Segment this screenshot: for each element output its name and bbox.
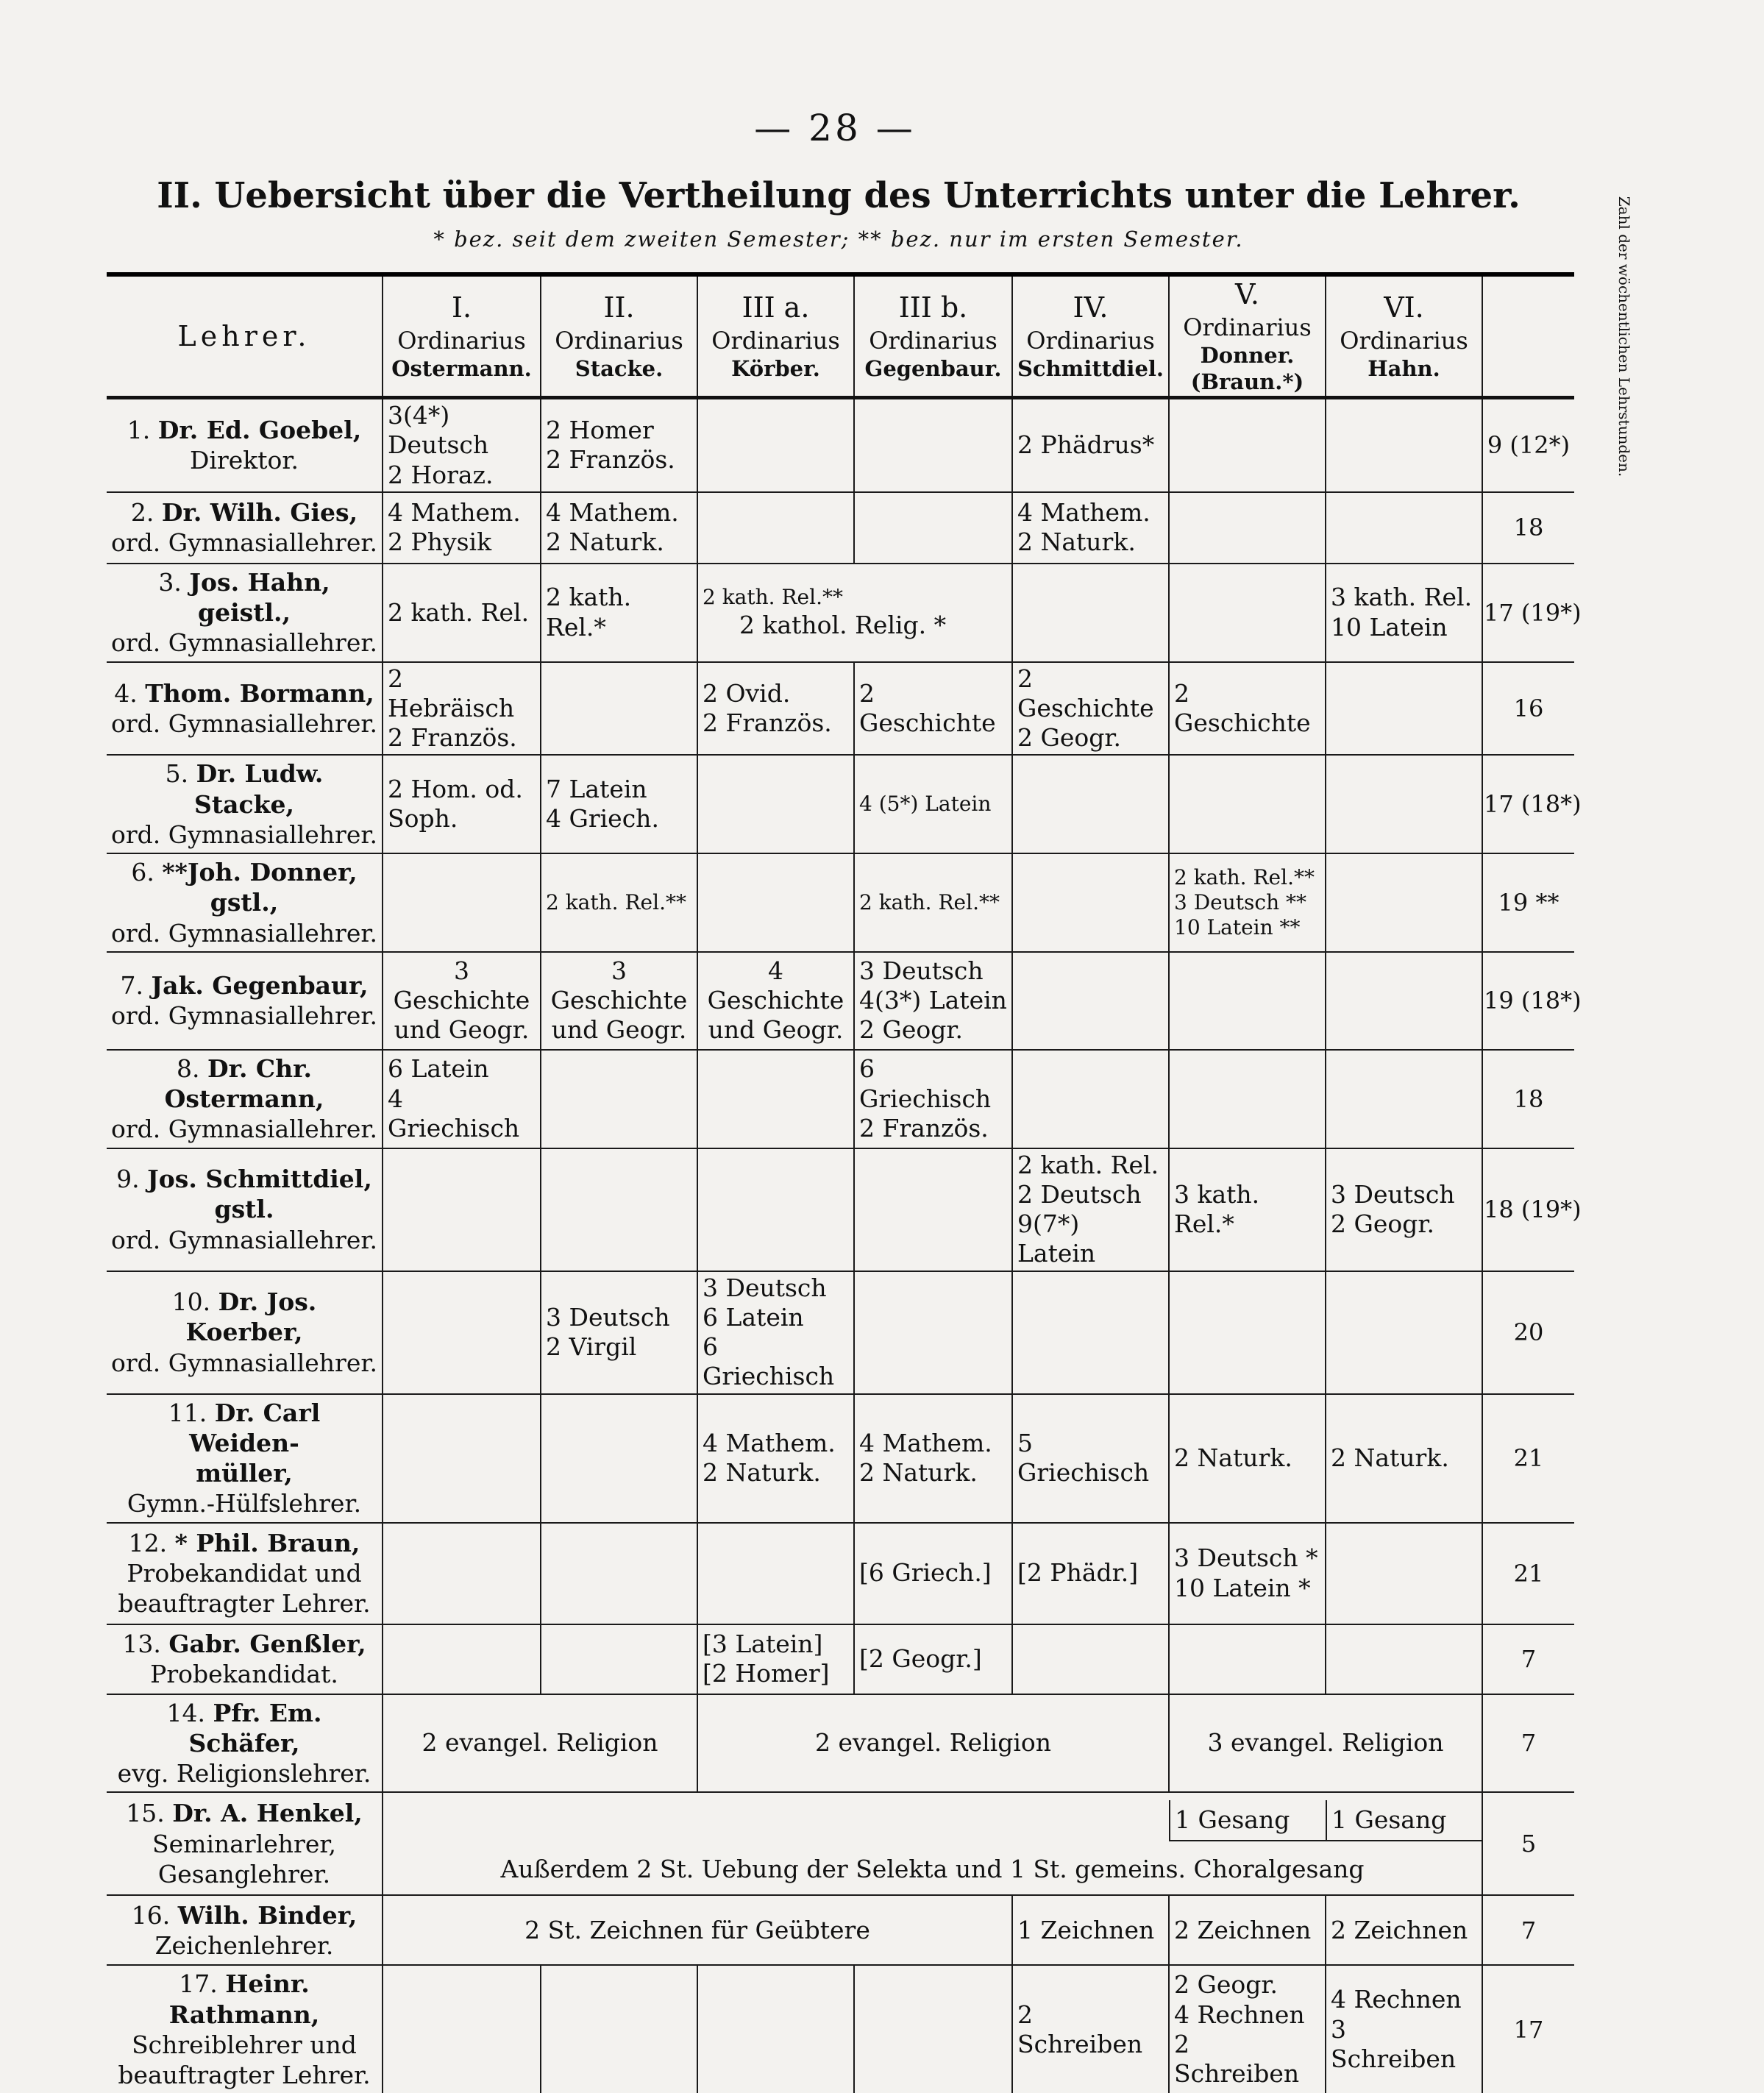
teacher-cell: 1. Dr. Ed. Goebel, Direktor. [107,398,383,492]
cell-sum: 18 [1482,492,1574,564]
cell-class-4: 2 Phädrus* [1012,398,1169,492]
cell-class-1 [383,1965,541,2093]
teacher-cell: 6. **Joh. Donner, gstl., ord. Gymnasiallehrer. [107,853,383,952]
cell-sum: 7 [1482,1694,1574,1793]
header-class-3b: III b. Ordinarius Gegenbaur. [854,274,1012,398]
table-row [107,398,1574,492]
header-sum: Zahl der wöchentlichen Lehrstunden. [1482,274,1574,398]
cell-class-5: 3 Deutsch * 10 Latein * [1169,1523,1326,1624]
header-class-5: V. Ordinarius Donner. (Braun.*) [1169,274,1326,398]
header-class-1: I. Ordinarius Ostermann. [383,274,541,398]
cell-class-6: 2 Zeichnen [1326,1895,1482,1965]
cell-class-1-3b: 2 St. Zeichnen für Geübtere [383,1895,1012,1965]
cell-class-6 [1326,1271,1482,1394]
cell-class-6 [1326,952,1482,1050]
cell-empty [383,1800,1170,1841]
teacher-cell: 7. Jak. Gegenbaur, ord. Gymnasiallehrer. [107,952,383,1050]
cell-class-3a [697,1523,854,1624]
cell-class-3b: 2 Geschichte [854,662,1012,756]
cell-class-3b [854,1271,1012,1394]
teacher-cell: 3. Jos. Hahn, geistl., ord. Gymnasiallehrer. [107,564,383,662]
cell-class-5 [1169,1271,1326,1394]
cell-class-5: 1 Gesang [1170,1800,1326,1841]
cell-class-4: 5 Griechisch [1012,1394,1169,1523]
cell-class-2: 3 Geschichte und Geogr. [541,952,697,1050]
cell-class-3a [697,398,854,492]
cell-class-1 [383,1624,541,1694]
cell-class-5 [1169,492,1326,564]
cell-class-5: 2 Geogr. 4 Rechnen 2 Schreiben [1169,1965,1326,2093]
header-class-4: IV. Ordinarius Schmittdiel. [1012,274,1169,398]
cell-class-4: 2 kath. Rel. 2 Deutsch 9(7*) Latein [1012,1148,1169,1271]
cell-sum: 5 [1482,1792,1574,1895]
cell-class-3b: 6 Griechisch 2 Französ. [854,1050,1012,1148]
teacher-cell: 9. Jos. Schmittdiel, gstl. ord. Gymnasiallehrer. [107,1148,383,1271]
cell-class-4 [1012,853,1169,952]
cell-class-6 [1326,398,1482,492]
cell-class-3a [697,755,854,853]
cell-class-3ab: 2 kath. Rel.** 2 kathol. Relig. * [697,564,1012,662]
cell-sum: 21 [1482,1523,1574,1624]
teacher-cell: 15. Dr. A. Henkel, Seminarlehrer, Gesanglehrer. [107,1792,383,1895]
cell-class-6 [1326,492,1482,564]
cell-sum: 17 (19*) [1482,564,1574,662]
table-row [107,1895,1574,1965]
table-row [107,1271,1574,1394]
teacher-cell: 12. * Phil. Braun, Probekandidat und beauftragter Lehrer. [107,1523,383,1624]
cell-class-1: 4 Mathem. 2 Physik [383,492,541,564]
cell-class-6: 3 Deutsch 2 Geogr. [1326,1148,1482,1271]
cell-class-1 [383,1271,541,1394]
cell-sum: 21 [1482,1394,1574,1523]
table-row [107,1965,1574,2093]
cell-class-5: 2 kath. Rel.** 3 Deutsch ** 10 Latein ** [1169,853,1326,952]
cell-class-4 [1012,952,1169,1050]
cell-class-4: 2 Geschichte 2 Geogr. [1012,662,1169,756]
table-row [107,1394,1574,1523]
teacher-cell: 13. Gabr. Genßler, Probekandidat. [107,1624,383,1694]
cell-class-5 [1169,1624,1326,1694]
table-row [107,1050,1574,1148]
cell-sum: 7 [1482,1895,1574,1965]
table-row [107,1624,1574,1694]
cell-class-3b: [2 Geogr.] [854,1624,1012,1694]
table-row [107,952,1574,1050]
cell-class-5 [1169,1050,1326,1148]
cell-class-5-6: 3 evangel. Religion [1169,1694,1482,1793]
cell-class-3b: 2 kath. Rel.** [854,853,1012,952]
cell-class-2: 2 kath. Rel.** [541,853,697,952]
cell-class-6 [1326,1523,1482,1624]
cell-class-2: 3 Deutsch 2 Virgil [541,1271,697,1394]
cell-sum: 18 (19*) [1482,1148,1574,1271]
cell-choir [383,1792,1482,1895]
cell-class-6: 3 kath. Rel. 10 Latein [1326,564,1482,662]
cell-class-3b [854,1148,1012,1271]
page-number: — 28 — [754,107,916,149]
cell-class-5 [1169,952,1326,1050]
table-row [107,853,1574,952]
cell-class-1: 2 Hom. od. Soph. [383,755,541,853]
cell-class-4 [1012,1624,1169,1694]
cell-class-3a: 4 Geschichte und Geogr. [697,952,854,1050]
cell-class-3a [697,853,854,952]
cell-class-3b [854,492,1012,564]
cell-class-4: 2 Schreiben [1012,1965,1169,2093]
table-row [107,1148,1574,1271]
cell-class-1 [383,1523,541,1624]
cell-class-5: 2 Zeichnen [1169,1895,1326,1965]
cell-class-1 [383,1394,541,1523]
cell-class-1 [383,1148,541,1271]
cell-class-2 [541,1148,697,1271]
cell-class-6 [1326,662,1482,756]
cell-class-5: 3 kath. Rel.* [1169,1148,1326,1271]
cell-class-3a: 2 Ovid. 2 Französ. [697,662,854,756]
cell-class-3b: 3 Deutsch 4(3*) Latein 2 Geogr. [854,952,1012,1050]
cell-class-1: 2 Hebräisch 2 Französ. [383,662,541,756]
cell-class-1 [383,853,541,952]
cell-class-3b: [6 Griech.] [854,1523,1012,1624]
header-class-6: VI. Ordinarius Hahn. [1326,274,1482,398]
cell-class-4: [2 Phädr.] [1012,1523,1169,1624]
cell-sum: 9 (12*) [1482,398,1574,492]
cell-class-3a: 4 Mathem. 2 Naturk. [697,1394,854,1523]
cell-sum: 19 (18*) [1482,952,1574,1050]
cell-class-2: 2 Homer 2 Französ. [541,398,697,492]
teacher-cell: 16. Wilh. Binder, Zeichenlehrer. [107,1895,383,1965]
cell-class-3a: [3 Latein] [2 Homer] [697,1624,854,1694]
teacher-cell: 14. Pfr. Em. Schäfer, evg. Religionslehrer. [107,1694,383,1793]
cell-class-4 [1012,755,1169,853]
cell-class-5: 2 Naturk. [1169,1394,1326,1523]
cell-class-6: 1 Gesang [1326,1800,1483,1841]
page-title: II. Uebersicht über die Vertheilung des Unterrichts unter die Lehrer. [157,175,1521,216]
teacher-cell: 17. Heinr. Rathmann, Schreiblehrer und beauftragter Lehrer. [107,1965,383,2093]
table-row [107,492,1574,564]
cell-sum: 17 (18*) [1482,755,1574,853]
cell-class-3b [854,398,1012,492]
choir-subtable [383,1800,1483,1841]
table-row [107,1792,1574,1895]
header-lehrer: Lehrer. [107,274,383,398]
cell-class-4 [1012,564,1169,662]
cell-class-6 [1326,853,1482,952]
cell-class-3a [697,1965,854,2093]
cell-class-1: 3(4*) Deutsch 2 Horaz. [383,398,541,492]
teacher-cell: 10. Dr. Jos. Koerber, ord. Gymnasiallehrer. [107,1271,383,1394]
table-row [107,755,1574,853]
header-class-2: II. Ordinarius Stacke. [541,274,697,398]
cell-class-3a: 3 Deutsch 6 Latein 6 Griechisch [697,1271,854,1394]
cell-class-6: 4 Rechnen 3 Schreiben [1326,1965,1482,2093]
cell-class-6 [1326,1050,1482,1148]
cell-class-1: 3 Geschichte und Geogr. [383,952,541,1050]
header-row [107,274,1574,398]
cell-sum: 7 [1482,1624,1574,1694]
choir-note: Außerdem 2 St. Uebung der Selekta und 1 St. gemeins. Choralgesang [500,1854,1365,1883]
teacher-cell: 11. Dr. Carl Weiden- müller, Gymn.-Hülfslehrer. [107,1394,383,1523]
teacher-cell: 2. Dr. Wilh. Gies, ord. Gymnasiallehrer. [107,492,383,564]
cell-class-2: 7 Latein 4 Griech. [541,755,697,853]
cell-class-5 [1169,564,1326,662]
cell-sum: 16 [1482,662,1574,756]
cell-class-4: 4 Mathem. 2 Naturk. [1012,492,1169,564]
table-row [107,662,1574,756]
cell-class-6 [1326,1624,1482,1694]
cell-class-2: 4 Mathem. 2 Naturk. [541,492,697,564]
cell-class-1: 6 Latein 4 Griechisch [383,1050,541,1148]
cell-class-2 [541,1394,697,1523]
cell-class-3b [854,1965,1012,2093]
cell-class-5 [1169,755,1326,853]
table-row [107,564,1574,662]
cell-class-2 [541,1624,697,1694]
cell-class-3a [697,1050,854,1148]
cell-class-6 [1326,755,1482,853]
cell-class-1-2: 2 evangel. Religion [383,1694,697,1793]
cell-class-2 [541,662,697,756]
cell-class-3b: 4 Mathem. 2 Naturk. [854,1394,1012,1523]
cell-class-4: 1 Zeichnen [1012,1895,1169,1965]
cell-sum: 20 [1482,1271,1574,1394]
cell-sum: 18 [1482,1050,1574,1148]
cell-class-2 [541,1523,697,1624]
cell-class-2 [541,1050,697,1148]
cell-class-3a [697,1148,854,1271]
cell-class-5: 2 Geschichte [1169,662,1326,756]
cell-class-4 [1012,1271,1169,1394]
teacher-cell: 4. Thom. Bormann, ord. Gymnasiallehrer. [107,662,383,756]
page-subtitle: * bez. seit dem zweiten Semester; ** bez. nur im ersten Semester. [433,227,1244,252]
table-row [107,1523,1574,1624]
cell-class-2 [541,1965,697,2093]
cell-sum: 17 [1482,1965,1574,2093]
cell-class-3a-4: 2 evangel. Religion [697,1694,1169,1793]
cell-class-5 [1169,398,1326,492]
teacher-cell: 5. Dr. Ludw. Stacke, ord. Gymnasiallehrer. [107,755,383,853]
cell-class-4 [1012,1050,1169,1148]
teacher-cell: 8. Dr. Chr. Ostermann, ord. Gymnasiallehrer. [107,1050,383,1148]
header-class-3a: III a. Ordinarius Körber. [697,274,854,398]
cell-class-3a [697,492,854,564]
cell-class-3b: 4 (5*) Latein [854,755,1012,853]
cell-sum: 19 ** [1482,853,1574,952]
table-row [107,1694,1574,1793]
cell-class-6: 2 Naturk. [1326,1394,1482,1523]
cell-class-1: 2 kath. Rel. [383,564,541,662]
cell-class-2: 2 kath. Rel.* [541,564,697,662]
